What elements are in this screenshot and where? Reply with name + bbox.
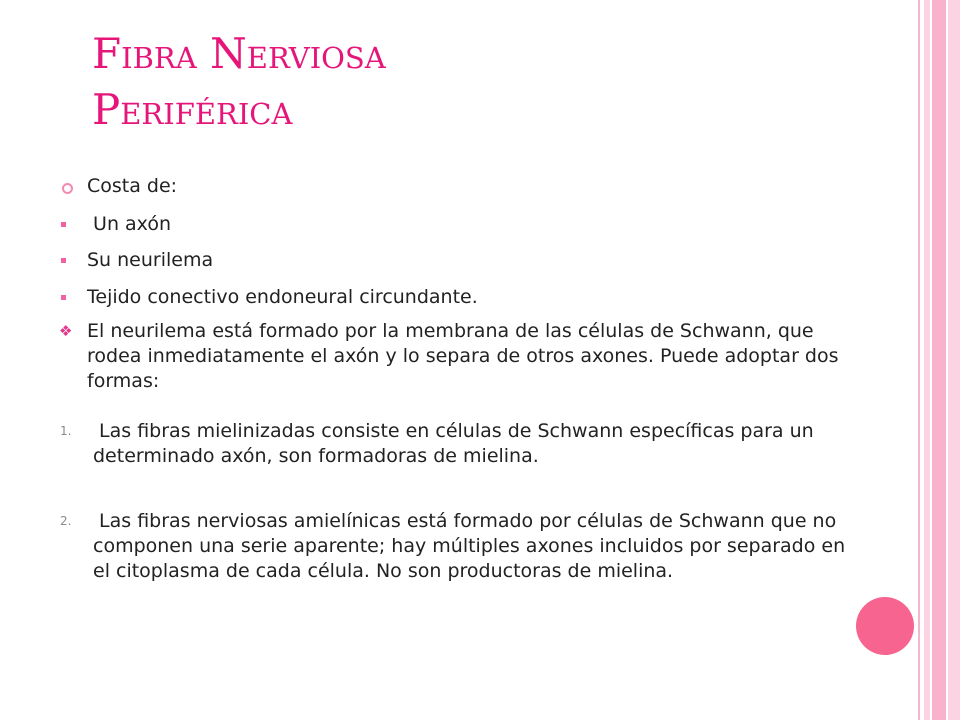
- sub-item-text: Un axón: [87, 213, 171, 235]
- numbered-text: Las fibras mielinizadas consiste en células de Schwann específicas para un determinado axón, son formadoras de mielina.: [93, 420, 820, 467]
- sub-item-text: Su neurilema: [87, 249, 214, 271]
- slide-body: [60, 174, 850, 584]
- title-line-1: Fibra Nerviosa: [92, 29, 386, 78]
- diamond-bullet-icon: ❖: [59, 322, 73, 340]
- border-line: [918, 0, 920, 720]
- numbered-text: Las fibras nerviosas amielínicas está formado por células de Schwann que no componen una serie aparente; hay múltiples axones incluidos por separado en el citoplasma de cada célula. No son productoras de mielina.: [93, 510, 852, 582]
- list-item-intro: [60, 174, 850, 212]
- accent-circle: [856, 597, 914, 655]
- sub-item-text: Tejido conectivo endoneural circundante.: [87, 286, 478, 308]
- sub-list-item: [60, 285, 850, 319]
- slide-title: [92, 26, 832, 138]
- border-bar-thin: [924, 0, 930, 720]
- title-line-2: Periférica: [92, 85, 293, 134]
- paragraph-text: El neurilema está formado por la membrana de las células de Schwann, que rodea inmediatamente el axón y lo separa de otros axones. Puede adoptar dos formas:: [87, 320, 839, 392]
- sub-list-item: [60, 212, 850, 248]
- square-bullet-icon: [61, 295, 66, 300]
- sub-list-item: [60, 248, 850, 285]
- item-number: 1.: [60, 424, 72, 438]
- border-bar-wide: [932, 0, 946, 720]
- numbered-item: [60, 509, 850, 584]
- item-number: 2.: [60, 514, 72, 528]
- border-bar-outer: [948, 0, 960, 720]
- square-bullet-icon: [61, 222, 66, 227]
- ring-bullet-icon: [62, 183, 73, 194]
- numbered-item: [60, 419, 850, 509]
- intro-text: Costa de:: [87, 175, 178, 197]
- square-bullet-icon: [61, 258, 66, 263]
- paragraph-item: [60, 319, 850, 419]
